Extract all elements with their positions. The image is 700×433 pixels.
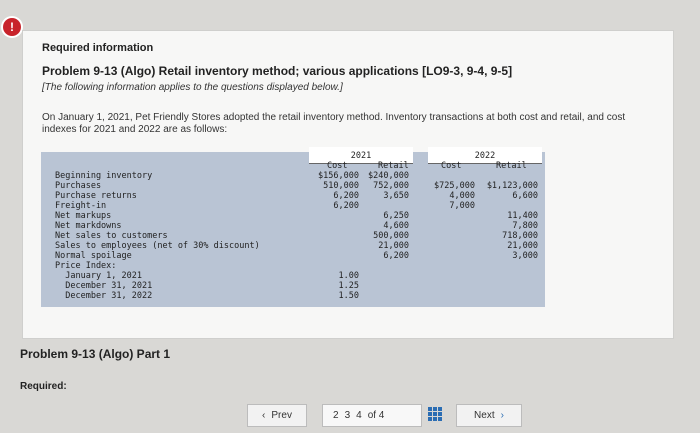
page-3[interactable]: 3	[344, 410, 351, 421]
required-information-label: Required information	[42, 42, 154, 54]
next-label: Next	[474, 410, 495, 421]
row-label: Purchase returns	[55, 191, 137, 201]
table-cell: 718,000	[502, 231, 538, 241]
table-cell: 3,000	[512, 251, 538, 261]
row-label: Purchases	[55, 181, 102, 191]
row-label: December 31, 2021	[55, 281, 153, 291]
table-cell: $725,000	[434, 181, 475, 191]
retail-2022-label: Retail	[496, 161, 527, 171]
table-cell: 6,200	[333, 191, 359, 201]
row-label: December 31, 2022	[55, 291, 153, 301]
chevron-left-icon: ‹	[262, 410, 266, 421]
page-count: of 4	[367, 410, 385, 421]
table-cell: 6,250	[383, 211, 409, 221]
table-cell: 3,650	[383, 191, 409, 201]
inventory-table	[41, 147, 545, 307]
required-heading: Required:	[20, 381, 67, 392]
prev-button[interactable]	[247, 404, 307, 427]
table-cell: 510,000	[323, 181, 359, 191]
table-cell: 7,000	[449, 201, 475, 211]
row-label: Net sales to customers	[55, 231, 168, 241]
table-cell: $156,000	[318, 171, 359, 181]
retail-2021-label: Retail	[378, 161, 409, 171]
prev-label: Prev	[271, 410, 292, 421]
row-label: Price Index:	[55, 261, 117, 271]
row-label: Net markups	[55, 211, 112, 221]
year-2021: 2021	[350, 151, 372, 161]
table-cell: 7,800	[512, 221, 538, 231]
row-label: Net markdowns	[55, 221, 122, 231]
part-title: Problem 9-13 (Algo) Part 1	[20, 347, 171, 361]
table-cell: 1.50	[338, 291, 359, 301]
row-label: Normal spoilage	[55, 251, 132, 261]
table-cell: 1.00	[338, 271, 359, 281]
page-4[interactable]: 4	[356, 410, 362, 421]
table-cell: 4,000	[449, 191, 475, 201]
table-cell: 11,400	[507, 211, 538, 221]
row-label: January 1, 2021	[55, 271, 142, 281]
row-label: Sales to employees (net of 30% discount)	[55, 241, 260, 251]
problem-title: Problem 9-13 (Algo) Retail inventory method; various applications [LO9-3, 9-4, 9-5]	[42, 64, 513, 78]
table-cell: 6,600	[512, 191, 538, 201]
chevron-right-icon: ›	[500, 410, 504, 421]
cost-2021-label: Cost	[327, 161, 348, 171]
next-button[interactable]	[456, 404, 522, 427]
table-cell: 6,200	[333, 201, 359, 211]
grid-icon[interactable]	[428, 407, 442, 421]
table-cell: 21,000	[507, 241, 538, 251]
page-selector	[322, 404, 422, 427]
table-cell: 4,600	[383, 221, 409, 231]
table-cell: 6,200	[383, 251, 409, 261]
cost-2022-label: Cost	[441, 161, 462, 171]
table-cell: 500,000	[373, 231, 409, 241]
row-label: Beginning inventory	[55, 171, 153, 181]
page-2[interactable]: 2	[333, 410, 339, 421]
row-label: Freight-in	[55, 201, 107, 211]
problem-intro: On January 1, 2021, Pet Friendly Stores adopted the retail inventory method. Inventory transactions at both cost and retail, and cost indexes for 2021 and 2022 are as follows:	[42, 112, 626, 135]
table-cell: $240,000	[368, 171, 409, 181]
table-cell: 752,000	[373, 181, 409, 191]
table-cell: $1,123,000	[486, 181, 538, 191]
year-2022: 2022	[474, 151, 496, 161]
table-cell: 1.25	[338, 281, 359, 291]
table-cell: 21,000	[378, 241, 409, 251]
alert-icon: !	[3, 18, 21, 36]
problem-note: [The following information applies to the questions displayed below.]	[42, 82, 343, 93]
